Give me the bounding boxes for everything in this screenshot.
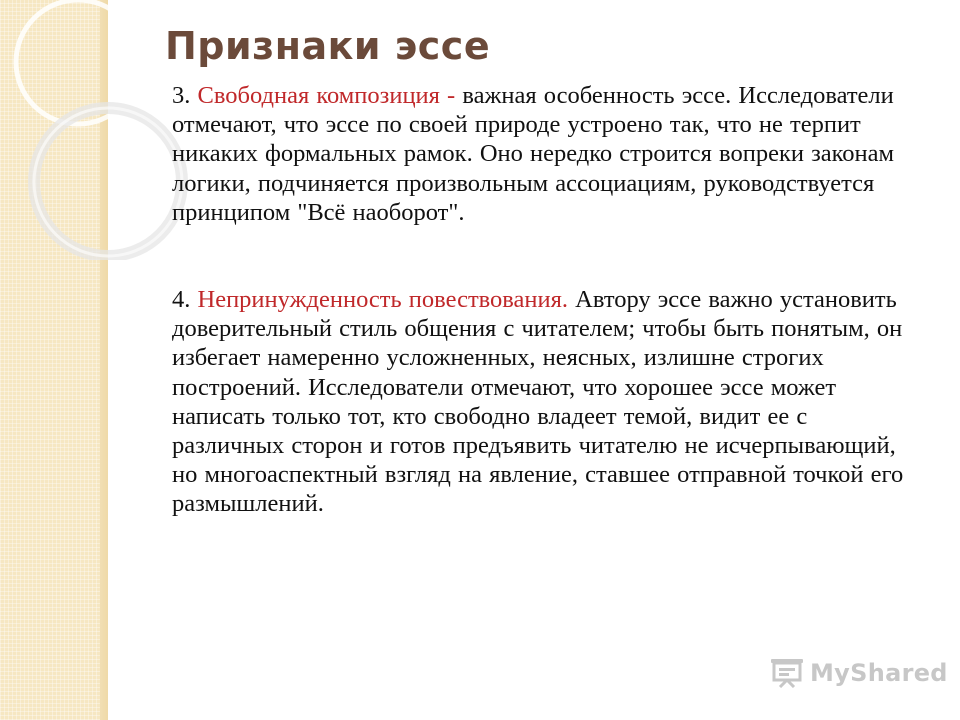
highlighted-term: Непринужденность повествования. bbox=[197, 286, 569, 314]
paragraph-narration bbox=[172, 285, 920, 519]
watermark-text: MyShared bbox=[810, 659, 948, 687]
watermark bbox=[770, 656, 948, 690]
paragraph-number: 4. bbox=[172, 286, 191, 314]
side-strip-edge bbox=[100, 0, 108, 720]
paragraph-composition bbox=[172, 81, 920, 227]
decorative-side-strip bbox=[0, 0, 108, 720]
projector-screen-icon bbox=[770, 658, 804, 688]
paragraph-number: 3. bbox=[172, 82, 191, 109]
slide-title: Признаки эссе bbox=[165, 24, 491, 68]
paragraph-text: Автору эссе важно установить доверительный стиль общения с читателем; чтобы быть понятым, он избегает намеренно усложненных, неясных, излишне строгих построений. Исследователи отмечают, что хорошее эссе может написать только тот, кто свободно владеет темой, видит ее с различных сторон и готов предъявить читателю не исчерпывающий, но многоаспектный взгляд на явление, ставшее отправной точкой его размышлений. bbox=[172, 286, 904, 518]
slide-body bbox=[172, 81, 920, 519]
paragraph-text: важная особенность эссе. Исследователи отмечают, что эссе по своей природе устроено так, что не терпит никаких формальных рамок. Оно нередко строится вопреки законам логики, подчиняется произвольным ассоциациям, руководствуется принципом "Всё наоборот". bbox=[172, 82, 895, 226]
highlighted-term: Свободная композиция - bbox=[197, 82, 456, 109]
